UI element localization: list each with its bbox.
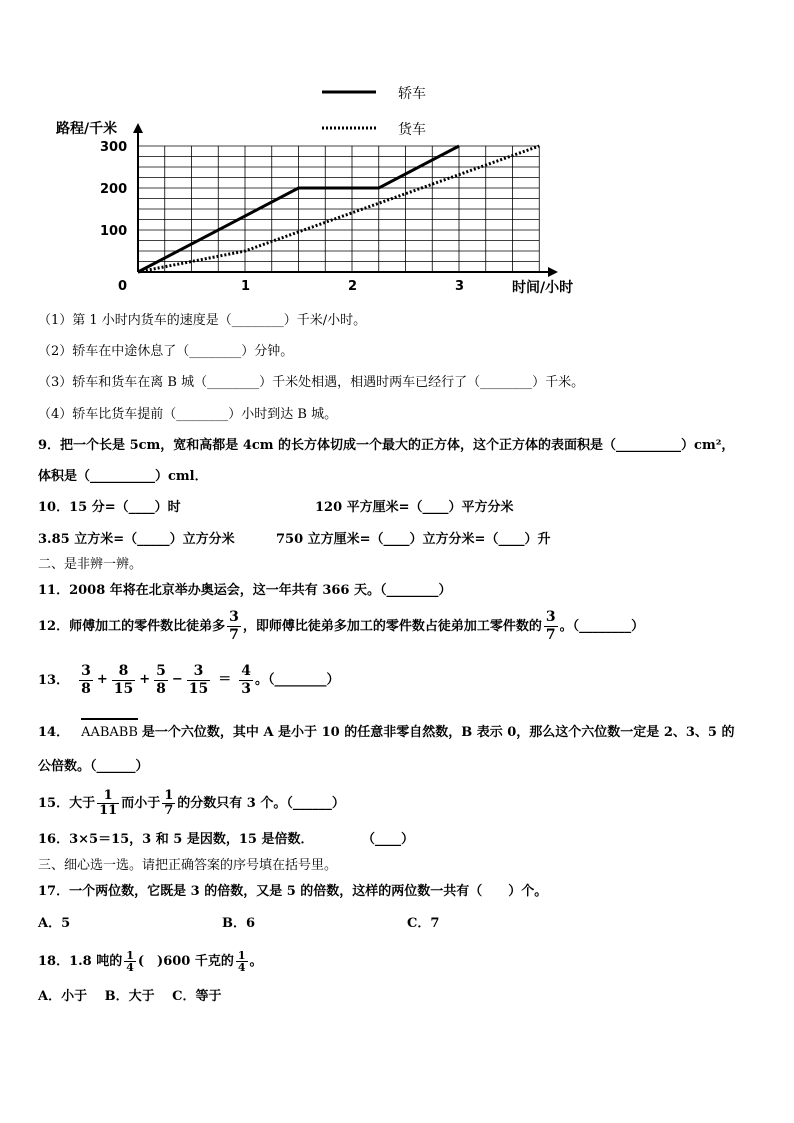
q13-fraction-4: $\frac{3}{15}$ (188, 662, 209, 697)
y-axis-arrow (133, 123, 143, 133)
q15-fraction-2: $\frac{1}{7}$ (164, 788, 174, 818)
chart-grid (138, 146, 539, 272)
x-axis-label: 时间/小时 (512, 280, 574, 296)
q8-part3: （3）轿车和货车在离 B 城（________）千米处相遇，相遇时两车已经行了（________）千米。 (38, 375, 585, 390)
y-axis-label: 路程/千米 (56, 121, 118, 137)
q10-d: 750 立方厘米=（____）立方分米=（____）升 (276, 532, 551, 547)
q11: 11．2008 年将在北京举办奥运会，这一年共有 366 天。（________） (38, 583, 452, 598)
equals-sign: ＝ (218, 672, 232, 687)
q18 (38, 947, 263, 977)
y-tick-label: 300 (100, 140, 128, 155)
plus-sign: + (139, 672, 151, 687)
q12-pre: 12．师傅加工的零件数比徒弟多 (38, 619, 226, 634)
x-tick-label: 3 (455, 279, 465, 294)
q13-fraction-5: $\frac{4}{3}$ (241, 662, 252, 697)
x-tick-label: 2 (348, 279, 358, 294)
legend-label-sedan: 轿车 (398, 86, 426, 102)
q9-line1: 9．把一个长是 5cm，宽和高都是 4cm 的长方体切成一个最大的正方体，这个正方体的表面积是（__________）cm²， (38, 438, 735, 453)
q18-fraction-1: $\frac{1}{4}$ (126, 949, 134, 974)
plus-sign: + (96, 672, 108, 687)
q14-overlined-number: AABABB (81, 718, 138, 742)
q12-post: 。（________） (559, 619, 645, 634)
q15-post: 的分数只有 3 个。（______） (177, 796, 345, 811)
q10-c: 3.85 立方米=（_____）立方分米 (38, 532, 235, 547)
q13-label: 13． (38, 672, 70, 688)
section-3-heading: 三、细心选一选。请把正确答案的序号填在括号里。 (38, 858, 338, 873)
section-2-heading: 二、是非辨一辨。 (38, 557, 143, 572)
q14-line2: 公倍数。（______） (38, 759, 149, 774)
q15-pre: 15．大于 (38, 796, 96, 811)
q15-fraction-1: $\frac{1}{11}$ (99, 788, 118, 818)
y-tick-label: 200 (100, 182, 128, 197)
chart-legend (322, 86, 426, 138)
q15-mid: 而小于 (121, 796, 161, 811)
q16: 16．3×5＝15，3 和 5 是因数，15 是倍数． (38, 832, 314, 847)
q18-post: 。 (249, 954, 263, 969)
q18-mid: ( )600 千克的 (137, 954, 234, 969)
q13-fraction-2: $\frac{8}{15}$ (113, 662, 134, 697)
q8-part2: （2）轿车在中途休息了（________）分钟。 (38, 344, 294, 359)
y-tick-label: 100 (100, 224, 128, 239)
q8-part1: （1）第 1 小时内货车的速度是（________）千米/小时。 (38, 313, 367, 328)
minus-sign: − (171, 672, 183, 687)
q12 (38, 607, 644, 647)
q18-fraction-2: $\frac{1}{4}$ (237, 949, 246, 974)
q10-b: 120 平方厘米=（____）平方分米 (315, 500, 514, 515)
x-tick-label: 1 (241, 279, 251, 294)
q15 (38, 786, 345, 822)
q16-blank: （____） (362, 832, 415, 847)
q18-pre: 18．1.8 吨的 (38, 954, 123, 969)
q17: 17．一个两位数，它既是 3 的倍数，又是 5 的倍数，这样的两位数一共有（ ）个。 (38, 884, 548, 899)
q17-option-b: B．6 (222, 916, 256, 931)
q13 (38, 658, 340, 703)
q12-fraction-1: $\frac{3}{7}$ (229, 609, 239, 643)
q17-option-a: A．5 (38, 916, 71, 931)
q8-part4: （4）轿车比货车提前（________）小时到达 B 城。 (38, 407, 338, 422)
q12-fraction-2: $\frac{3}{7}$ (545, 609, 556, 643)
q14 (38, 718, 734, 742)
q14-label: 14． (38, 725, 70, 740)
q18-options: A．小于 B．大于 C．等于 (38, 989, 222, 1004)
q13-fraction-1: $\frac{3}{8}$ (81, 662, 91, 697)
legend-label-truck: 货车 (398, 122, 426, 138)
q17-option-c: C．7 (407, 916, 440, 931)
x-tick-label: 0 (118, 279, 128, 294)
q10-a: 10．15 分=（____）时 (38, 500, 181, 515)
q13-fraction-3: $\frac{5}{8}$ (156, 662, 166, 697)
x-axis-arrow (548, 267, 558, 277)
q9-line2: 体积是（__________）cml． (38, 469, 208, 484)
q13-post: 。（________） (255, 672, 340, 688)
chart-ticks (100, 140, 464, 294)
q12-mid: ，即师傅比徒弟多加工的零件数占徒弟加工零件数的 (242, 619, 542, 634)
distance-time-chart (40, 75, 600, 305)
q14-text: 是一个六位数，其中 A 是小于 10 的任意非零自然数，B 表示 0，那么这个六位数一定是 2、3、5 的 (141, 725, 735, 740)
